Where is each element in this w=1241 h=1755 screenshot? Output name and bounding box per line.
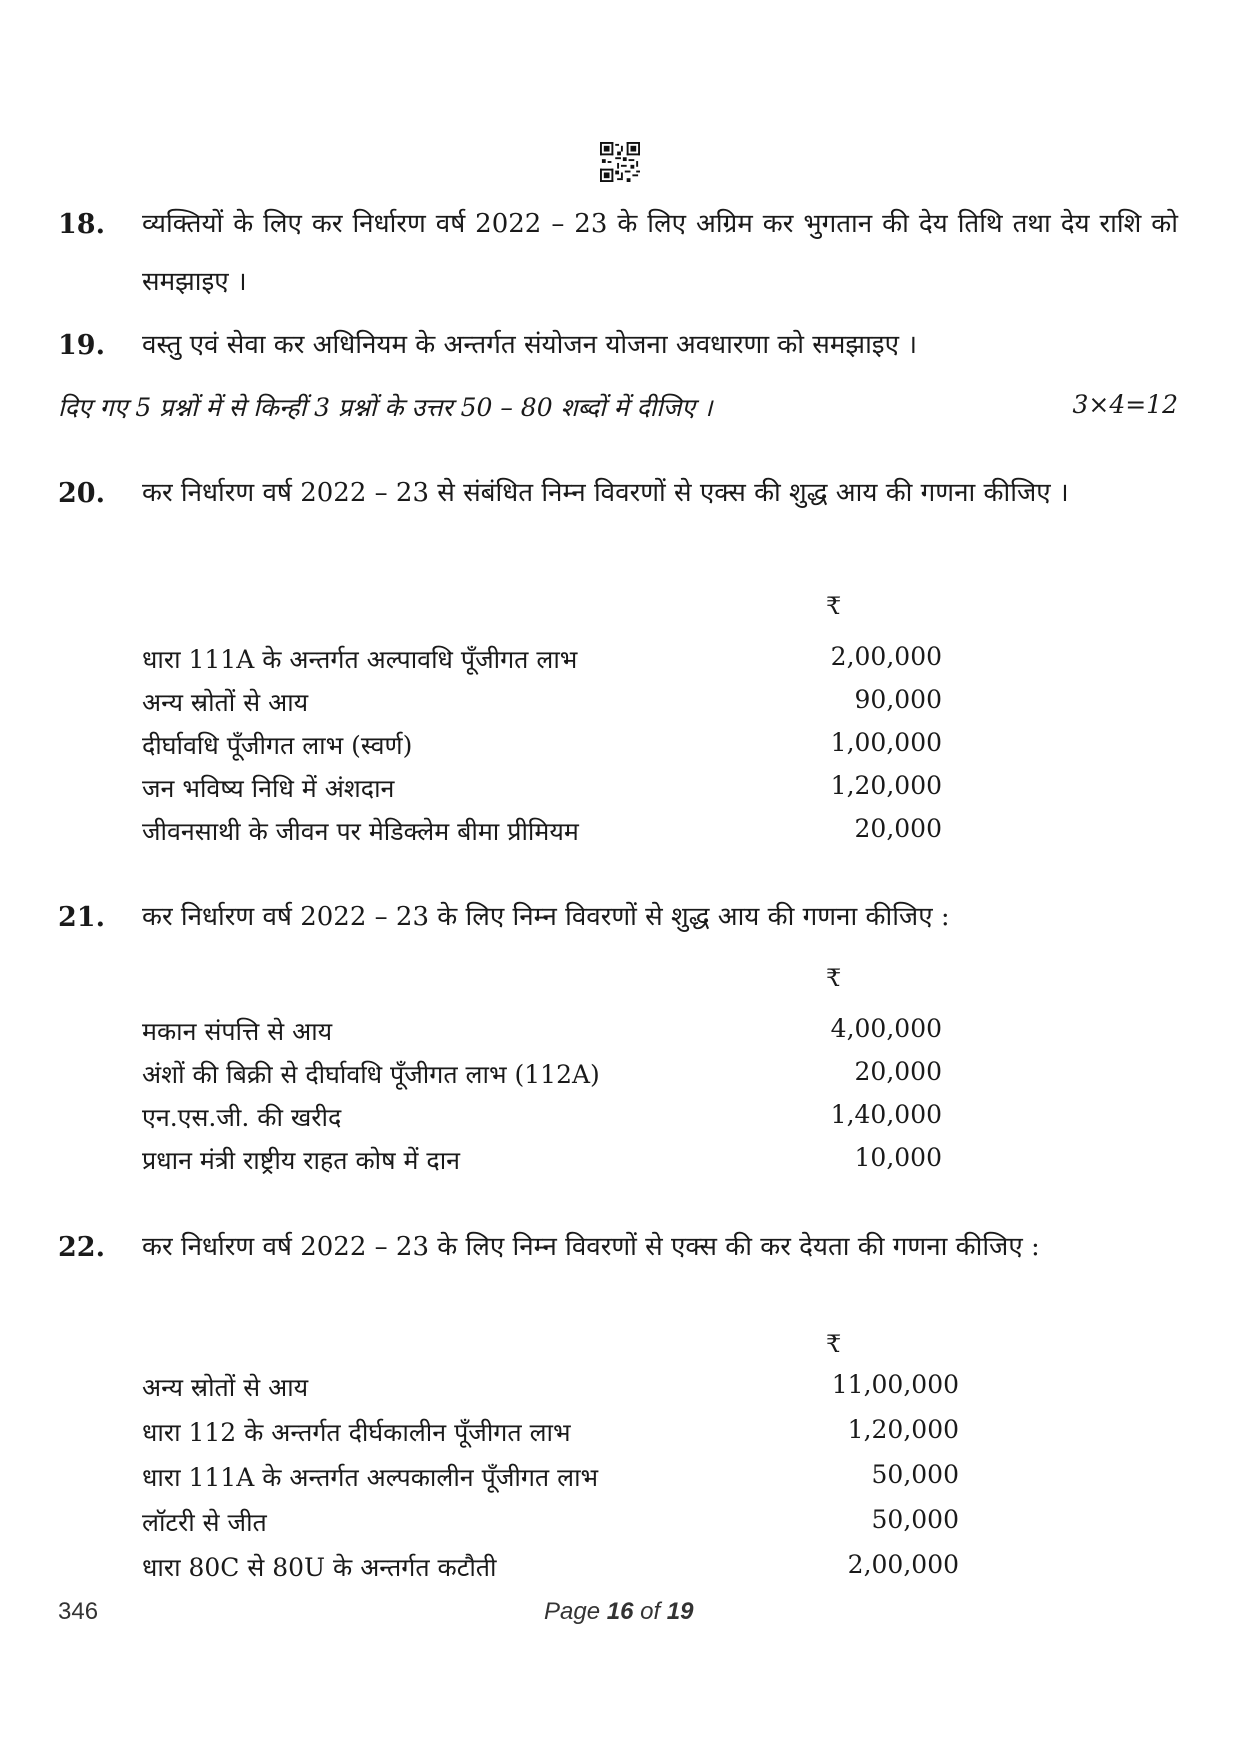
row-amount: 4,00,000	[830, 1014, 942, 1043]
qr-code	[600, 142, 640, 182]
question-number: 19.	[58, 330, 105, 361]
table-row	[142, 771, 942, 814]
row-amount: 1,20,000	[847, 1415, 959, 1444]
row-amount: 20,000	[854, 1057, 942, 1086]
table-row	[142, 1014, 942, 1057]
row-amount: 50,000	[871, 1505, 959, 1534]
question-number: 18.	[58, 209, 105, 240]
question-number: 21.	[58, 902, 105, 933]
table-row	[142, 814, 942, 857]
row-amount: 50,000	[871, 1460, 959, 1489]
question-22	[58, 1218, 1178, 1276]
table-row	[142, 1460, 959, 1505]
question-text: कर निर्धारण वर्ष 2022 – 23 से संबंधित निम्न विवरणों से एक्स की शुद्ध आय की गणना कीजिए ।	[142, 478, 1069, 508]
question-18	[58, 195, 1178, 311]
row-amount: 10,000	[854, 1143, 942, 1172]
row-label: जन भविष्य निधि में अंशदान	[142, 774, 395, 803]
rupee-symbol: ₹	[826, 1330, 842, 1358]
row-label: प्रधान मंत्री राष्ट्रीय राहत कोष में दान	[142, 1146, 461, 1175]
question-number: 20.	[58, 478, 105, 509]
section-instruction	[58, 390, 1178, 424]
table-row	[142, 1057, 942, 1100]
question-20	[58, 464, 1178, 522]
row-amount: 1,00,000	[830, 728, 942, 757]
row-amount: 11,00,000	[831, 1370, 959, 1399]
question-text: व्यक्तियों के लिए कर निर्धारण वर्ष 2022 – 23 के लिए अग्रिम कर भुगतान की देय तिथि तथा देय राशि को समझाइए ।	[142, 209, 1178, 297]
row-label: जीवनसाथी के जीवन पर मेडिक्लेम बीमा प्रीमियम	[142, 817, 579, 846]
row-label: धारा 80C से 80U के अन्तर्गत कटौती	[142, 1553, 497, 1582]
page-of: of	[640, 1598, 661, 1625]
row-label: अन्य स्रोतों से आय	[142, 1373, 309, 1402]
page-number	[544, 1598, 694, 1626]
page-total: 19	[666, 1598, 694, 1625]
table-row	[142, 642, 942, 685]
table-row	[142, 1143, 942, 1186]
question-text: कर निर्धारण वर्ष 2022 – 23 के लिए निम्न विवरणों से एक्स की कर देयता की गणना कीजिए :	[142, 1232, 1040, 1262]
marks-allocation: 3×4=12	[1072, 390, 1178, 419]
amount-table-q21	[142, 1014, 942, 1186]
row-amount: 2,00,000	[830, 642, 942, 671]
rupee-symbol: ₹	[826, 592, 842, 620]
row-label: अंशों की बिक्री से दीर्घावधि पूँजीगत लाभ (112A)	[142, 1060, 600, 1089]
row-label: धारा 111A के अन्तर्गत अल्पकालीन पूँजीगत लाभ	[142, 1463, 599, 1492]
row-label: मकान संपत्ति से आय	[142, 1017, 333, 1046]
instruction-text: दिए गए 5 प्रश्नों में से किन्हीं 3 प्रश्नों के उत्तर 50 – 80 शब्दों में दीजिए ।	[58, 393, 713, 422]
table-row	[142, 1550, 959, 1595]
row-amount: 1,40,000	[830, 1100, 942, 1129]
table-row	[142, 1370, 959, 1415]
table-row	[142, 1415, 959, 1460]
row-label: एन.एस.जी. की खरीद	[142, 1103, 342, 1132]
paper-code: 346	[58, 1598, 99, 1625]
question-text: वस्तु एवं सेवा कर अधिनियम के अन्तर्गत संयोजन योजना अवधारणा को समझाइए ।	[142, 330, 918, 360]
question-19	[58, 316, 1178, 374]
amount-table-q22	[142, 1370, 959, 1595]
question-text: कर निर्धारण वर्ष 2022 – 23 के लिए निम्न विवरणों से शुद्ध आय की गणना कीजिए :	[142, 902, 950, 932]
page-word: Page	[544, 1598, 601, 1625]
table-row	[142, 685, 942, 728]
row-amount: 2,00,000	[847, 1550, 959, 1579]
row-label: दीर्घावधि पूँजीगत लाभ (स्वर्ण)	[142, 731, 413, 760]
rupee-symbol: ₹	[826, 964, 842, 992]
row-label: धारा 111A के अन्तर्गत अल्पावधि पूँजीगत लाभ	[142, 645, 578, 674]
table-row	[142, 1100, 942, 1143]
row-amount: 20,000	[854, 814, 942, 843]
amount-table-q20	[142, 642, 942, 857]
row-label: अन्य स्रोतों से आय	[142, 688, 309, 717]
row-label: धारा 112 के अन्तर्गत दीर्घकालीन पूँजीगत लाभ	[142, 1418, 571, 1447]
question-number: 22.	[58, 1232, 105, 1263]
row-label: लॉटरी से जीत	[142, 1508, 267, 1537]
row-amount: 90,000	[854, 685, 942, 714]
table-row	[142, 1505, 959, 1550]
table-row	[142, 728, 942, 771]
page-current: 16	[606, 1598, 634, 1625]
question-21	[58, 888, 1178, 946]
row-amount: 1,20,000	[830, 771, 942, 800]
